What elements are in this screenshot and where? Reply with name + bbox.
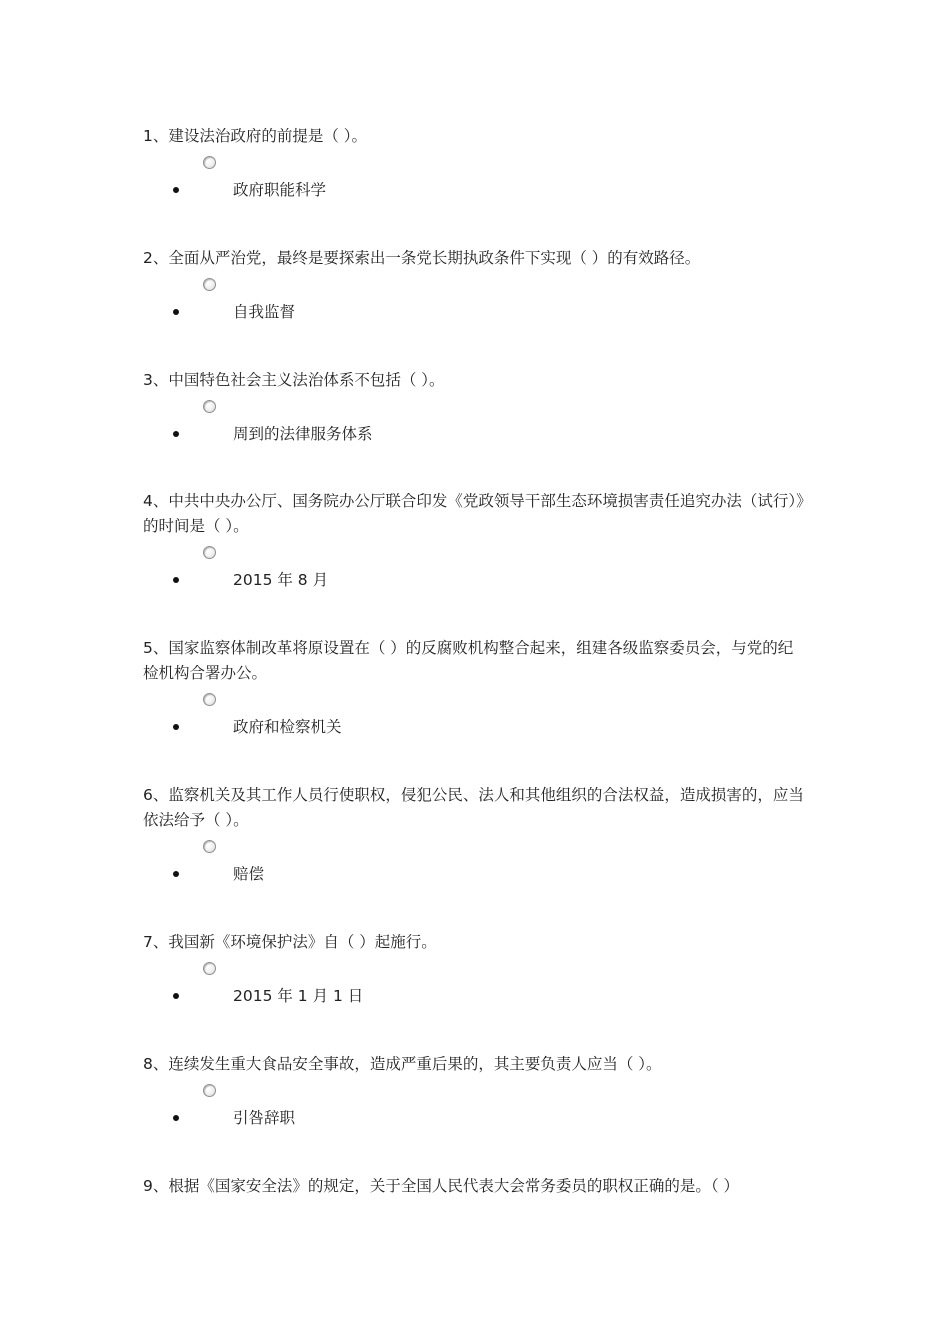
question-1: [143, 124, 808, 203]
bullet-icon: [173, 187, 179, 193]
answer-item: [143, 984, 808, 1009]
question-4: [143, 489, 808, 593]
question-text: 3、中国特色社会主义法治体系不包括（ ）。: [143, 371, 445, 389]
question-text: 7、我国新《环境保护法》自（ ）起施行。: [143, 933, 437, 951]
question-2: [143, 246, 808, 325]
question-text: 2、全面从严治党，最终是要探索出一条党长期执政条件下实现（ ）的有效路径。: [143, 249, 701, 267]
answer-item: [143, 178, 808, 203]
bullet-icon: [173, 309, 179, 315]
bullet-icon: [173, 431, 179, 437]
radio-button-icon[interactable]: [203, 400, 216, 413]
question-5: [143, 636, 808, 740]
question-8: [143, 1052, 808, 1131]
radio-button-icon[interactable]: [203, 1084, 216, 1097]
answer-text: 2015 年 1 月 1 日: [233, 987, 364, 1005]
question-6: [143, 783, 808, 887]
answer-text: 2015 年 8 月: [233, 571, 329, 589]
radio-button-icon[interactable]: [203, 962, 216, 975]
radio-button-icon[interactable]: [203, 156, 216, 169]
question-text: 6、监察机关及其工作人员行使职权，侵犯公民、法人和其他组织的合法权益，造成损害的，应当依法给予（ ）。: [143, 786, 804, 829]
answer-item: [143, 568, 808, 593]
answer-item: [143, 300, 808, 325]
question-7: [143, 930, 808, 1009]
answer-text: 周到的法律服务体系: [233, 425, 373, 443]
question-text: 1、建设法治政府的前提是（ ）。: [143, 127, 368, 145]
question-3: [143, 368, 808, 447]
answer-item: [143, 862, 808, 887]
question-text: 9、根据《国家安全法》的规定，关于全国人民代表大会常务委员的职权正确的是。（ ）: [143, 1177, 740, 1195]
question-9: [143, 1174, 808, 1199]
answer-text: 政府职能科学: [233, 181, 327, 199]
bullet-icon: [173, 724, 179, 730]
bullet-icon: [173, 871, 179, 877]
answer-item: [143, 422, 808, 447]
bullet-icon: [173, 1115, 179, 1121]
question-text: 8、连续发生重大食品安全事故，造成严重后果的，其主要负责人应当（ ）。: [143, 1055, 662, 1073]
question-text: 4、中共中央办公厅、国务院办公厅联合印发《党政领导干部生态环境损害责任追究办法（试行）》的时间是（ ）。: [143, 492, 804, 535]
radio-button-icon[interactable]: [203, 546, 216, 559]
answer-text: 赔偿: [233, 865, 265, 883]
radio-button-icon[interactable]: [203, 693, 216, 706]
answer-text: 自我监督: [233, 303, 296, 321]
bullet-icon: [173, 577, 179, 583]
radio-button-icon[interactable]: [203, 840, 216, 853]
bullet-icon: [173, 993, 179, 999]
answer-item: [143, 1106, 808, 1131]
answer-item: [143, 715, 808, 740]
radio-button-icon[interactable]: [203, 278, 216, 291]
answer-text: 引咎辞职: [233, 1109, 296, 1127]
question-text: 5、国家监察体制改革将原设置在（ ）的反腐败机构整合起来，组建各级监察委员会，与党的纪检机构合署办公。: [143, 639, 794, 682]
answer-text: 政府和检察机关: [233, 718, 342, 736]
